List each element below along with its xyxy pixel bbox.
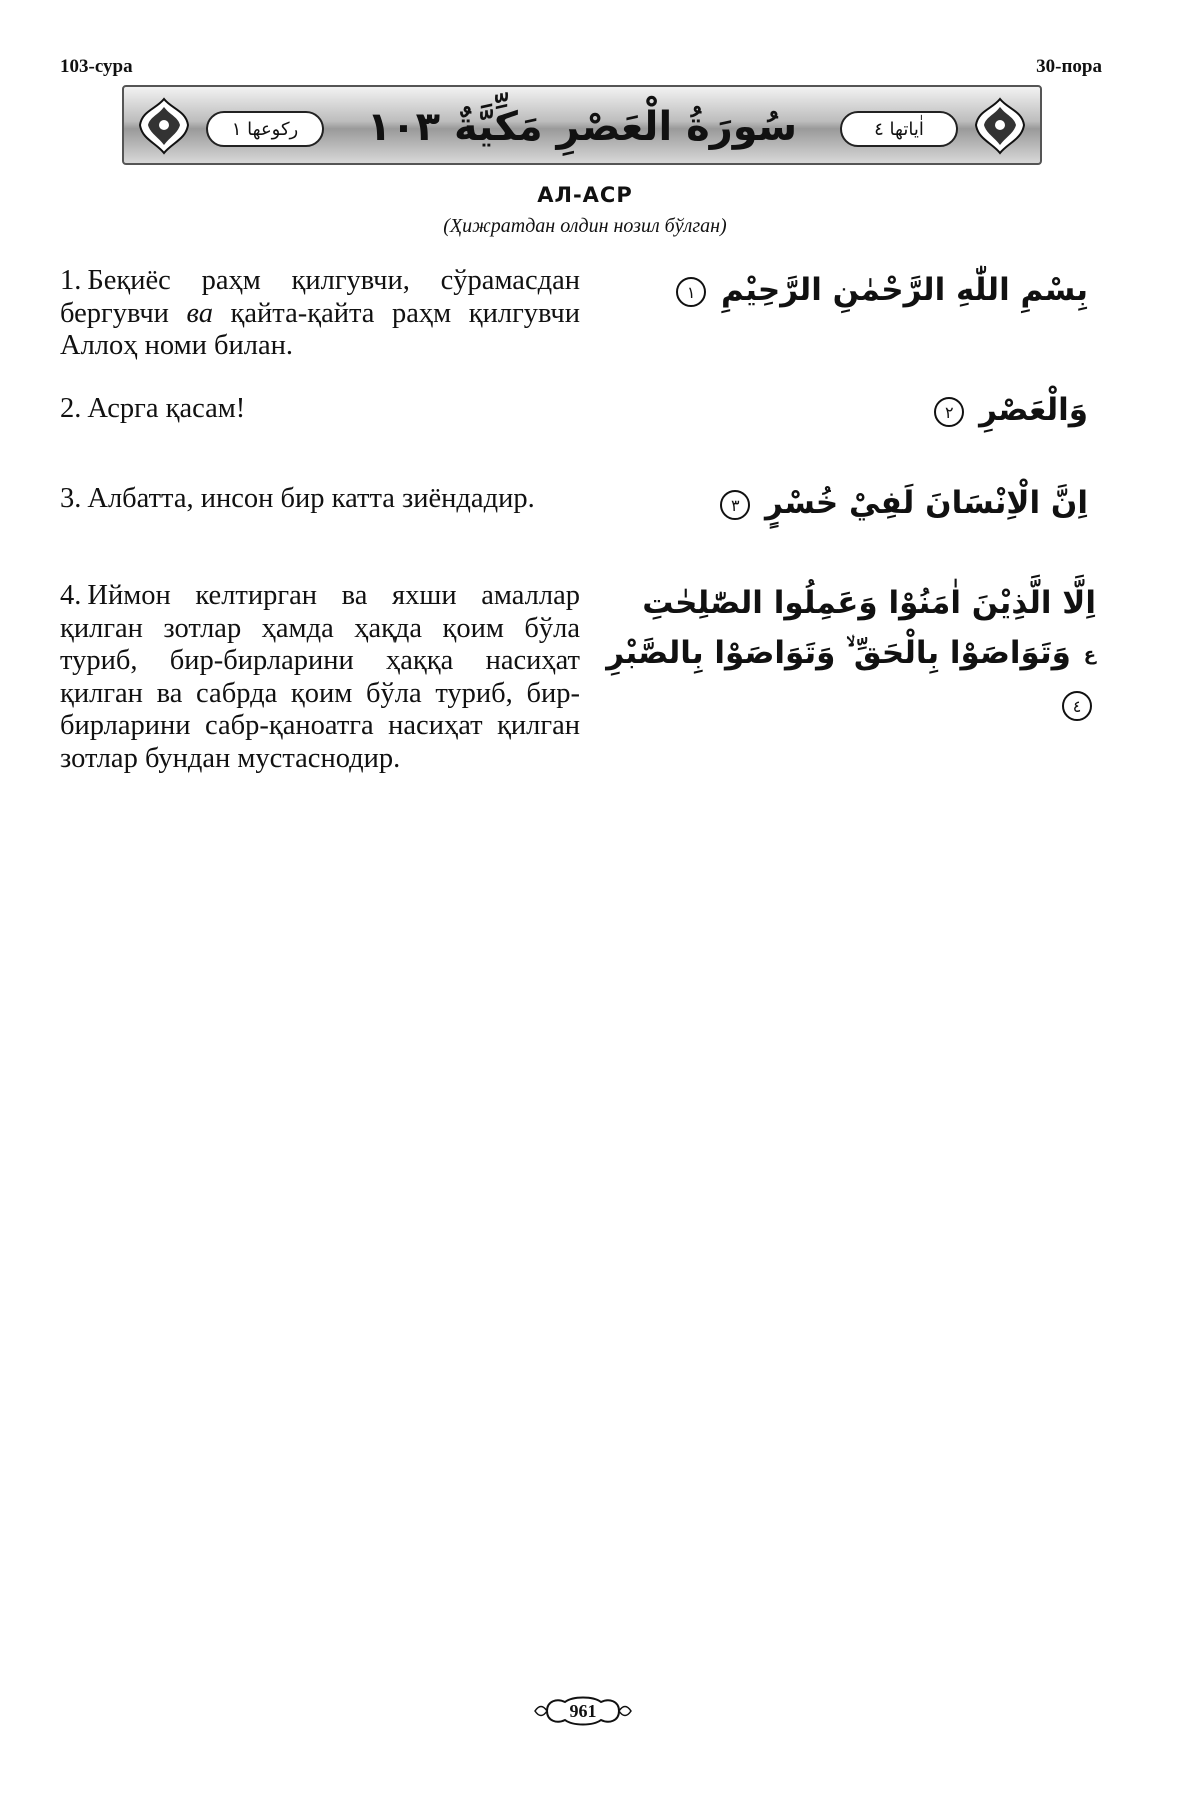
verse-arabic-4: اِلَّا الَّذِيْنَ اٰمَنُوْا وَعَمِلُوا الصّٰلِحٰتِ ع وَتَوَاصَوْا بِالْحَقِّ ۙ وَتَوَاصَوْا بِالصَّبْرِ ٤ (576, 578, 1096, 730)
ruku-marker: ع (1083, 643, 1096, 665)
ruku-count-label: ركوعها ١ (206, 111, 324, 147)
surah-subtitle: (Ҳижратдан олдин нозил бўлган) (443, 215, 727, 237)
surah-title: АЛ-АСР (537, 183, 633, 207)
page-number-text: 961 (569, 1700, 597, 1721)
ayah-end-marker: ٣ (720, 490, 750, 520)
verse-translation-2: 2. Асрга қасам! (60, 393, 246, 424)
ayah-count-label: اٰياتها ٤ (840, 111, 958, 147)
verse-number: 2. (60, 393, 82, 424)
verse-translation-3: 3. Албатта, инсон бир катта зиёндадир. (60, 483, 535, 514)
ayah-end-marker: ٢ (934, 397, 964, 427)
verse-arabic-3: اِنَّ الْاِنْسَانَ لَفِيْ خُسْرٍ ٣ (588, 478, 1088, 528)
ayah-end-marker: ٤ (1062, 691, 1092, 721)
verse-number: 1. (60, 265, 82, 296)
surah-arabic-title: سُورَةُ الْعَصْرِ مَكِّيَّةٌ ١٠٣ (366, 104, 798, 150)
italic-word: ва (186, 297, 213, 329)
verse-arabic-1: بِسْمِ اللّٰهِ الرَّحْمٰنِ الرَّحِيْمِ ١ (588, 265, 1088, 315)
running-head-surah: 103-сура (60, 56, 133, 77)
verse-translation-4: 4. Иймон келтирган ва яхши амаллар қилган зотлар ҳамда ҳақда қоим бўла туриб, бир-бирларини ҳаққа насиҳат қилган ва сабрда қоим бўла туриб, бир-бирларини сабр-қаноатга насиҳат қилган зотлар бундан мустаснодир. (60, 580, 580, 774)
verse-number: 3. (60, 483, 82, 514)
floral-ornament-icon (972, 97, 1028, 155)
verse-arabic-2: وَالْعَصْرِ ٢ (588, 385, 1088, 435)
verse-number: 4. (60, 580, 82, 611)
floral-ornament-icon (136, 97, 192, 155)
page-number (533, 1694, 633, 1728)
ayah-end-marker: ١ (676, 277, 706, 307)
verse-translation-1: 1. Беқиёс раҳм қилгувчи, сўрамасдан бергувчи ва қайта-қайта раҳм қилгувчи Аллоҳ номи билан. (60, 265, 581, 361)
running-head-juz: 30-пора (1036, 56, 1102, 77)
surah-header-banner (122, 85, 1042, 165)
